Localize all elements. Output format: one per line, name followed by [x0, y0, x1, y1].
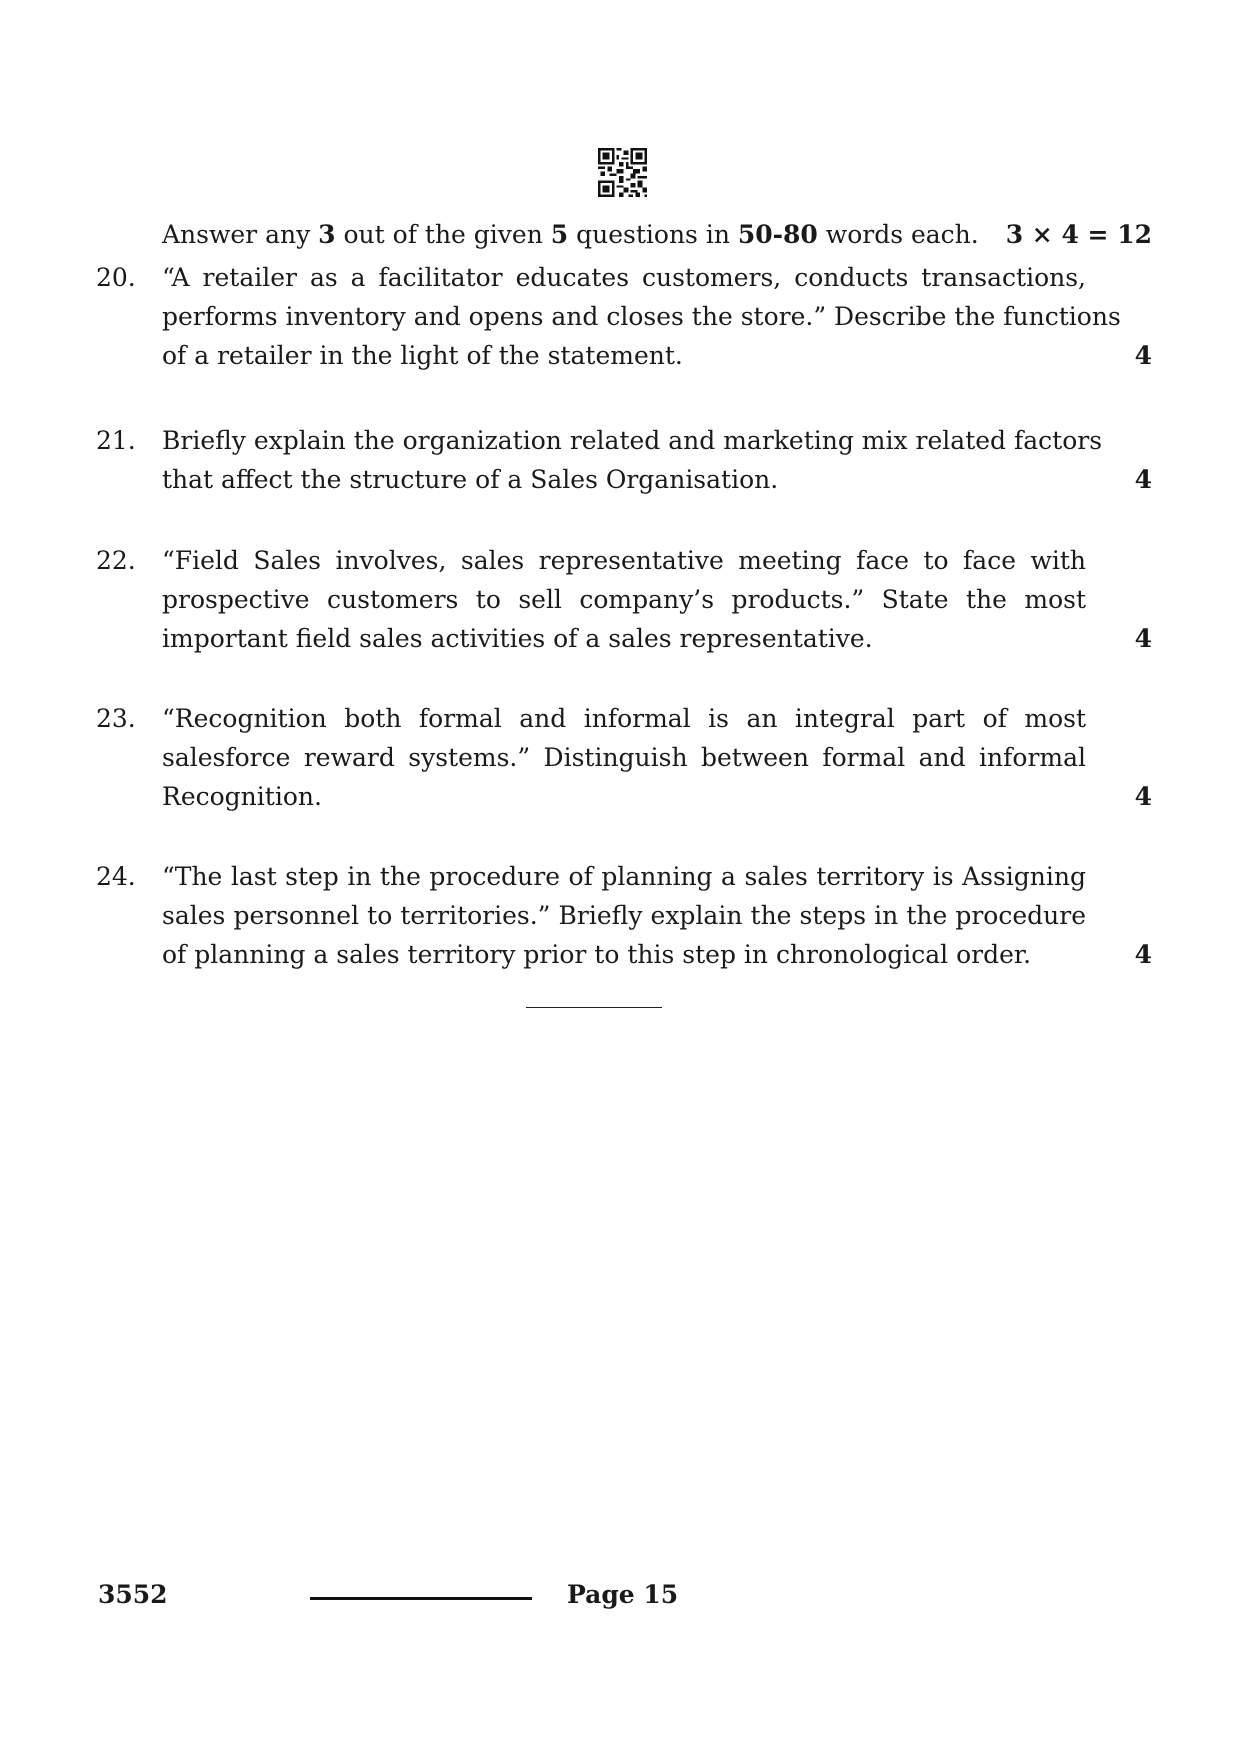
instruction-run: words each. [817, 220, 979, 249]
instruction-run: Answer any [162, 220, 319, 249]
page-number: Page 15 [567, 1580, 679, 1609]
question-line: Recognition. [162, 782, 322, 811]
question-marks: 4 [1134, 782, 1152, 811]
question-line: important field sales activities of a sales representative. [162, 624, 873, 653]
instruction-emphasis: 5 [550, 220, 569, 249]
question-text [162, 541, 1086, 658]
question-number: 21. [96, 426, 136, 455]
section-marks: 3 × 4 = 12 [1005, 220, 1152, 249]
question-line: of a retailer in the light of the statement. [162, 341, 683, 370]
question-number: 23. [96, 704, 136, 733]
question-number: 22. [96, 546, 136, 575]
question-marks: 4 [1134, 465, 1152, 494]
question-line: “A retailer as a facilitator educates customers, conducts transactions, [162, 263, 1086, 292]
question-line: “The last step in the procedure of planning a sales territory is Assigning [162, 862, 1086, 891]
paper-code: 3552 [98, 1580, 168, 1609]
qr-code-icon [598, 148, 647, 197]
question-number: 20. [96, 263, 136, 292]
question-line: prospective customers to sell company’s products.” State the most [162, 585, 1086, 614]
footer-rule [310, 1597, 532, 1600]
question-text [162, 857, 1086, 974]
question-text [162, 421, 1103, 499]
question-text [162, 699, 1086, 816]
question-number: 24. [96, 862, 136, 891]
instruction-emphasis: 50-80 [737, 220, 818, 249]
question-marks: 4 [1134, 624, 1152, 653]
question-line: sales personnel to territories.” Briefly explain the steps in the procedure [162, 901, 1086, 930]
instruction-text [162, 220, 979, 249]
question-line: Briefly explain the organization related and marketing mix related factors [162, 426, 1103, 455]
question-line: performs inventory and opens and closes the store.” Describe the functions [162, 302, 1121, 331]
question-line: that affect the structure of a Sales Organisation. [162, 465, 779, 494]
question-text [162, 258, 1121, 375]
question-marks: 4 [1134, 341, 1152, 370]
question-line: “Recognition both formal and informal is an integral part of most [162, 704, 1086, 733]
section-instruction [162, 216, 1152, 254]
instruction-run: questions in [568, 220, 738, 249]
instruction-run: out of the given [335, 220, 551, 249]
question-line: “Field Sales involves, sales representative meeting face to face with [162, 546, 1086, 575]
instruction-emphasis: 3 [318, 220, 336, 249]
question-marks: 4 [1134, 940, 1152, 969]
question-line: of planning a sales territory prior to this step in chronological order. [162, 940, 1032, 969]
end-of-section-rule [526, 1007, 662, 1008]
question-line: salesforce reward systems.” Distinguish between formal and informal [162, 743, 1086, 772]
